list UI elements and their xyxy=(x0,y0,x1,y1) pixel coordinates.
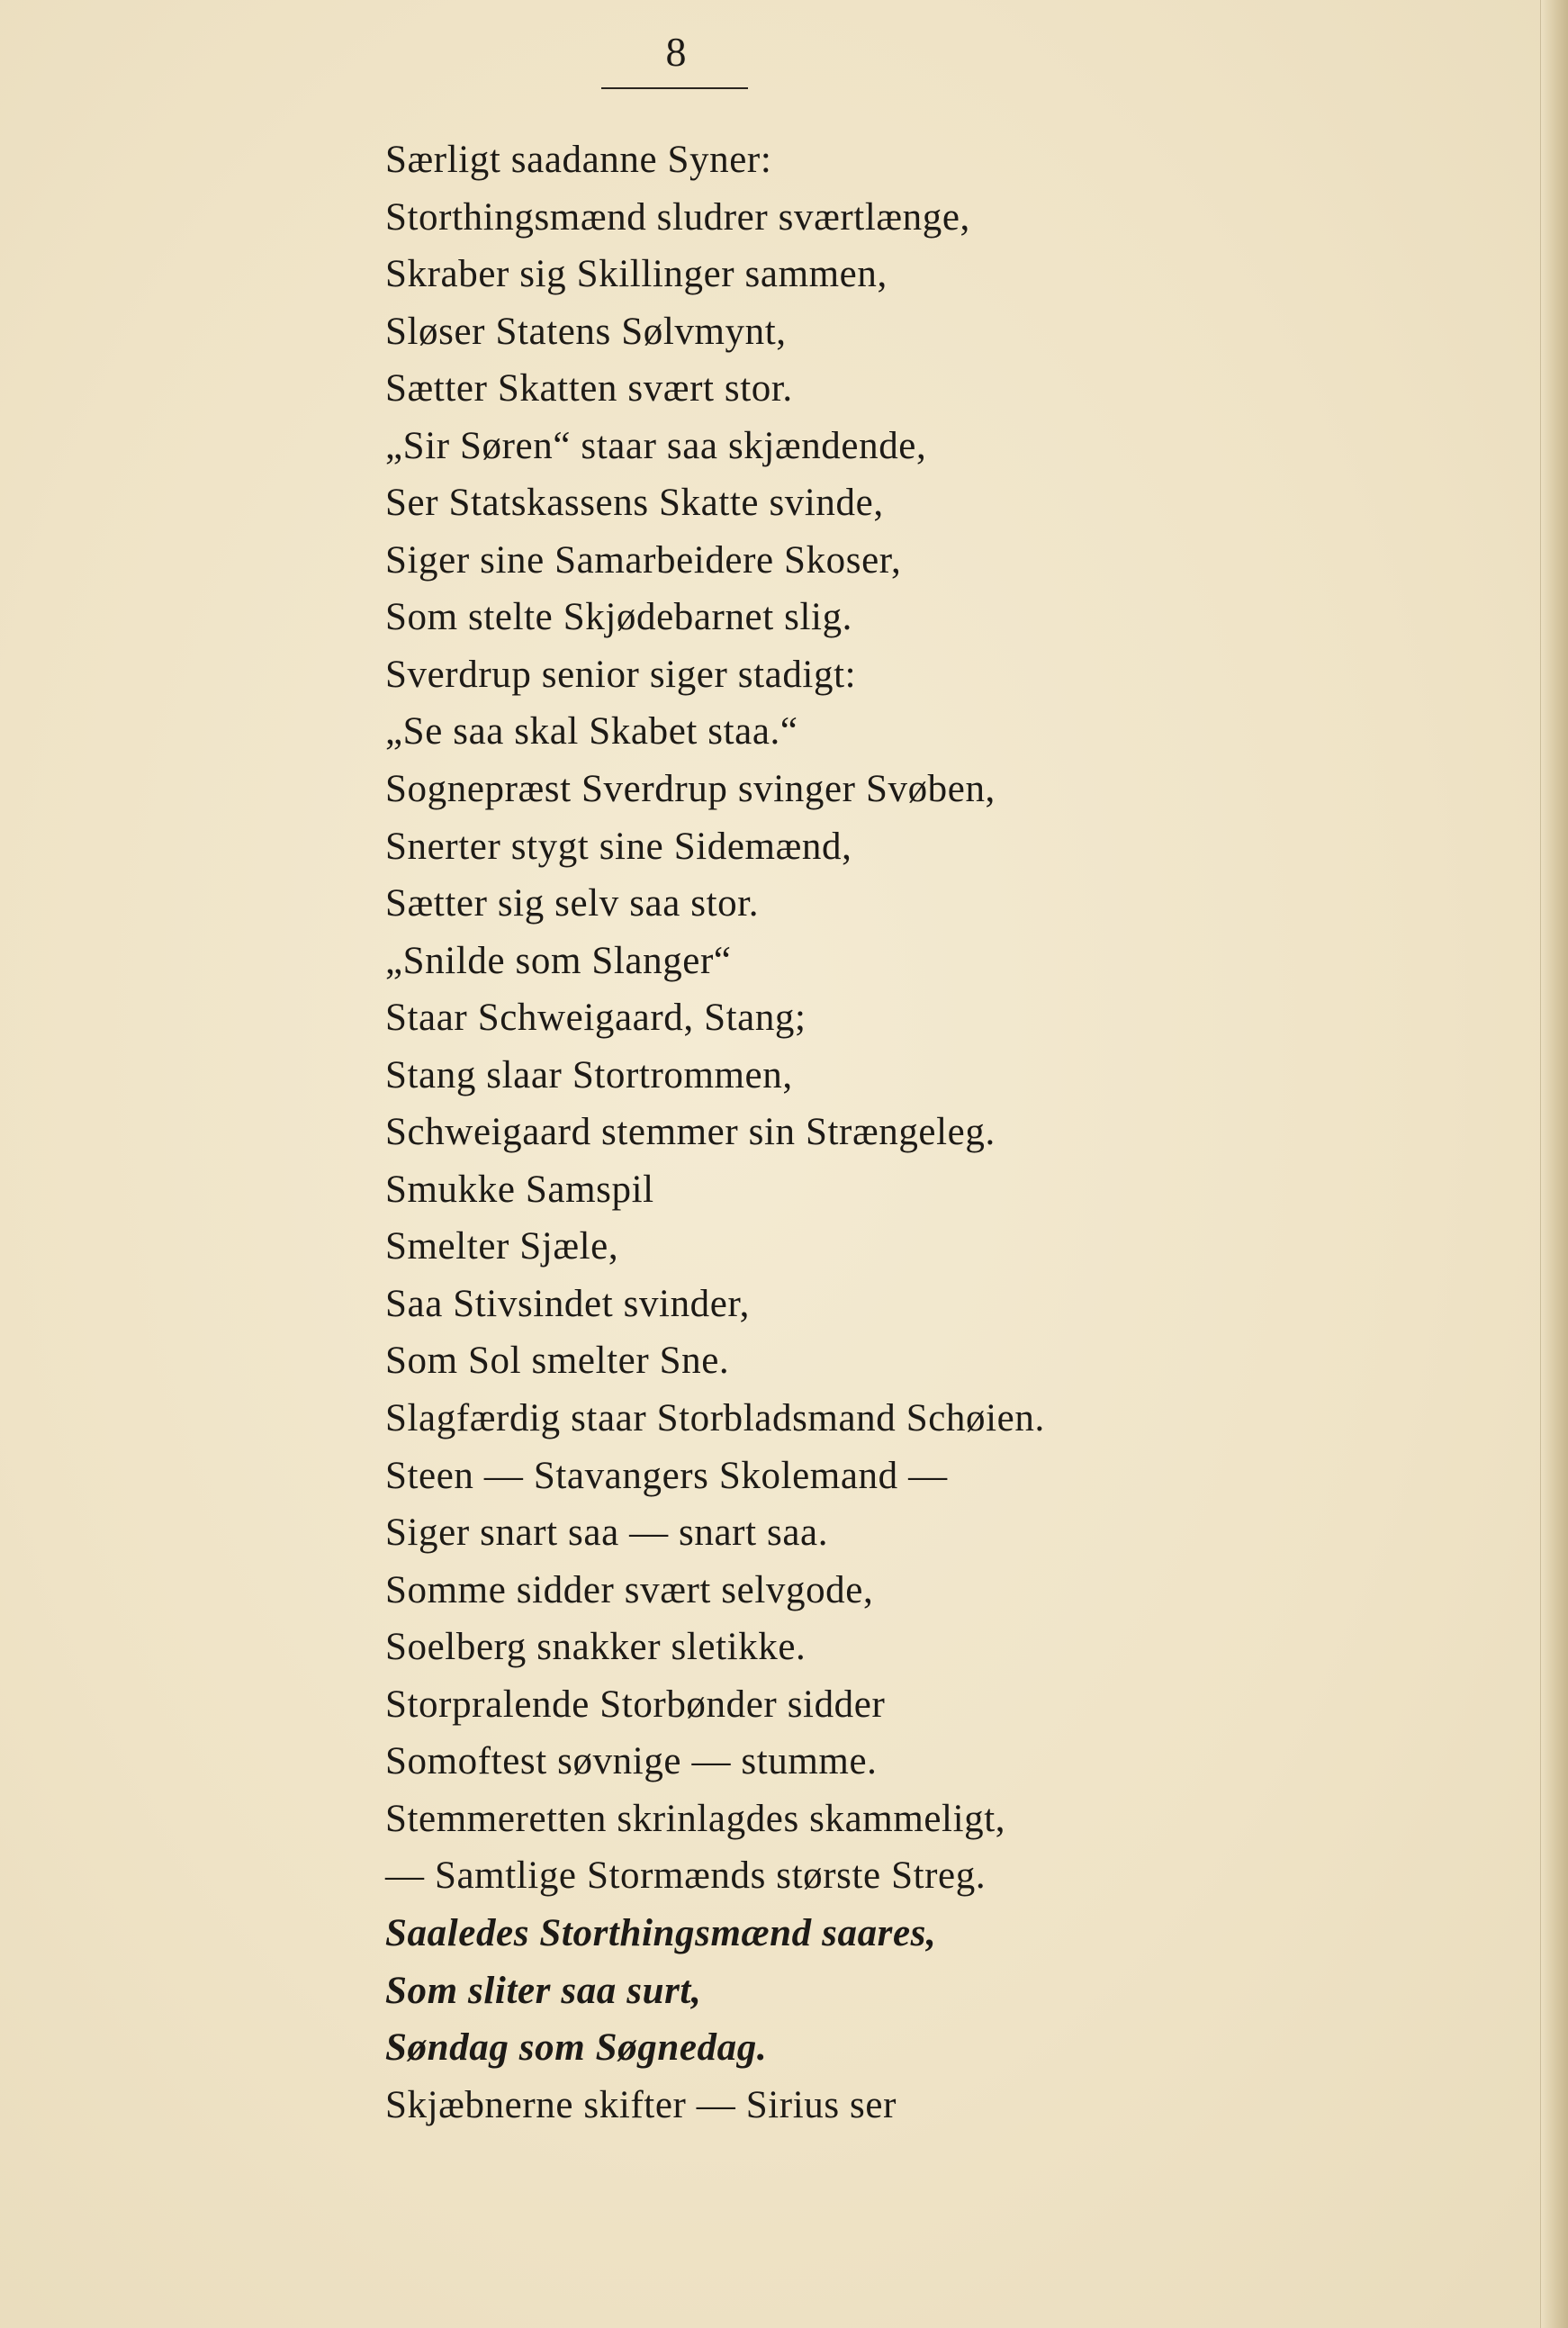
poem-line: Søndag som Søgnedag. xyxy=(385,2026,768,2070)
poem-line: Siger sine Samarbeidere Skoser, xyxy=(385,538,902,582)
poem-line: Saa Stivsindet svinder, xyxy=(385,1282,751,1325)
poem-line: Som stelte Skjødebarnet slig. xyxy=(385,596,853,639)
poem-line: Stang slaar Stortrommen, xyxy=(385,1053,793,1096)
poem-line: Steen — Stavangers Skolemand — xyxy=(385,1454,948,1497)
poem-line: „Snilde som Slanger“ xyxy=(385,939,732,982)
poem-line: Smukke Samspil xyxy=(385,1168,654,1211)
poem-line: Somme sidder svært selvgode, xyxy=(385,1568,874,1611)
poem-line: Schweigaard stemmer sin Strængeleg. xyxy=(385,1111,996,1154)
poem-line: Soelberg snakker sletikke. xyxy=(385,1626,807,1669)
poem-line: Som sliter saa surt, xyxy=(385,1969,702,2012)
poem-line: Sætter sig selv saa stor. xyxy=(385,882,760,925)
poem-line: — Samtlige Stormænds største Streg. xyxy=(385,1854,987,1898)
poem-line: Smelter Sjæle, xyxy=(385,1225,619,1268)
page-edge-shadow xyxy=(1540,0,1568,2328)
poem-line: Stemmeretten skrinlagdes skammeligt, xyxy=(385,1797,1006,1840)
poem-line: Sverdrup senior siger stadigt: xyxy=(385,653,857,696)
poem-line: Staar Schweigaard, Stang; xyxy=(385,997,807,1040)
page-number: 8 xyxy=(665,29,687,75)
poem-line: Snerter stygt sine Sidemænd, xyxy=(385,825,852,868)
poem-line: Somoftest søvnige — stumme. xyxy=(385,1740,878,1783)
poem-line: „Se saa skal Skabet staa.“ xyxy=(385,710,798,753)
poem-line: Sløser Statens Sølvmynt, xyxy=(385,310,787,353)
poem-line: Sognepræst Sverdrup svinger Svøben, xyxy=(385,768,996,811)
poem-line: „Sir Søren“ staar saa skjændende, xyxy=(385,424,927,467)
poem-line: Ser Statskassens Skatte svinde, xyxy=(385,482,884,525)
poem-line: Slagfærdig staar Storbladsmand Schøien. xyxy=(385,1397,1045,1440)
poem-line: Sætter Skatten svært stor. xyxy=(385,367,793,411)
poem-line: Storthingsmænd sludrer sværtlænge, xyxy=(385,195,970,239)
poem-line: Som Sol smelter Sne. xyxy=(385,1340,730,1383)
poem-line: Særligt saadanne Syner: xyxy=(385,139,772,181)
page-number-rule xyxy=(601,87,748,89)
poem-text xyxy=(385,131,1465,2134)
poem-line: Skjæbnerne skifter — Sirius ser xyxy=(385,2083,897,2126)
poem-line: Siger snart saa — snart saa. xyxy=(385,1511,829,1555)
poem-line: Skraber sig Skillinger sammen, xyxy=(385,253,888,296)
poem-line: Storpralende Storbønder sidder xyxy=(385,1683,886,1726)
poem-line: Saaledes Storthingsmænd saares, xyxy=(385,1911,937,1954)
